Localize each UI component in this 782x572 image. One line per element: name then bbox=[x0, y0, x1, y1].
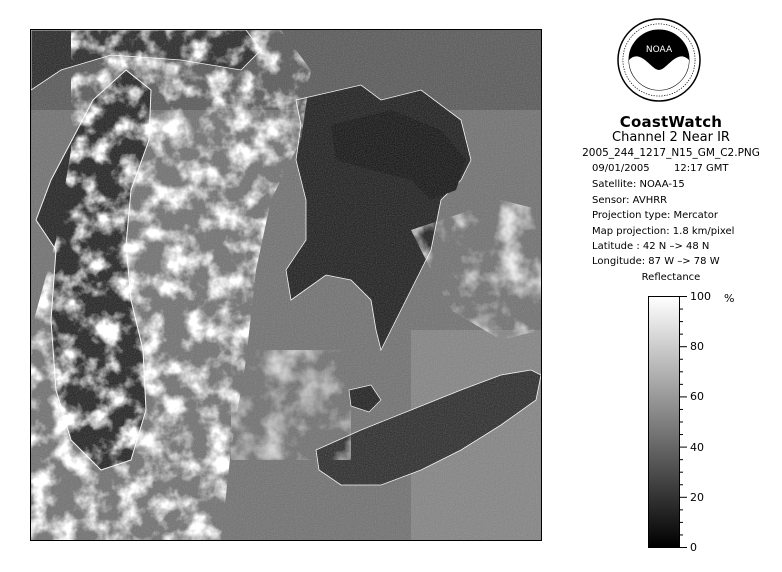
latitude-label: Latitude : 42 N –> 48 N bbox=[592, 241, 710, 252]
noaa-logo-icon bbox=[617, 18, 701, 102]
satellite-map bbox=[31, 30, 541, 540]
colorbar-tick-label: 20 bbox=[690, 490, 704, 504]
colorbar-unit: % bbox=[724, 292, 735, 305]
map-projection-label: Map projection: 1.8 km/pixel bbox=[592, 226, 735, 237]
filename-label: 2005_244_1217_N15_GM_C2.PNG bbox=[582, 147, 760, 159]
date-label: 09/01/2005 bbox=[592, 163, 650, 174]
logo-text: NOAA bbox=[645, 45, 673, 55]
colorbar-tick-label: 100 bbox=[690, 290, 711, 303]
cloud-cover-south bbox=[231, 350, 351, 460]
brand-title: CoastWatch bbox=[619, 113, 723, 131]
reflectance-colorbar bbox=[648, 296, 680, 548]
channel-label: Channel 2 Near IR bbox=[612, 130, 730, 145]
colorbar-tick-label: 80 bbox=[690, 340, 704, 354]
colorbar-ticks bbox=[679, 296, 691, 548]
satellite-label: Satellite: NOAA-15 bbox=[592, 179, 685, 190]
colorbar-tick-label: 0 bbox=[690, 541, 697, 554]
longitude-label: Longitude: 87 W –> 78 W bbox=[592, 256, 720, 267]
colorbar-title: Reflectance bbox=[641, 272, 701, 283]
colorbar-tick-label: 60 bbox=[690, 390, 704, 404]
projection-type-label: Projection type: Mercator bbox=[592, 210, 718, 221]
time-label: 12:17 GMT bbox=[674, 163, 729, 174]
satellite-image bbox=[30, 29, 542, 541]
sensor-label: Sensor: AVHRR bbox=[592, 195, 668, 206]
colorbar-tick-label: 40 bbox=[690, 440, 704, 454]
